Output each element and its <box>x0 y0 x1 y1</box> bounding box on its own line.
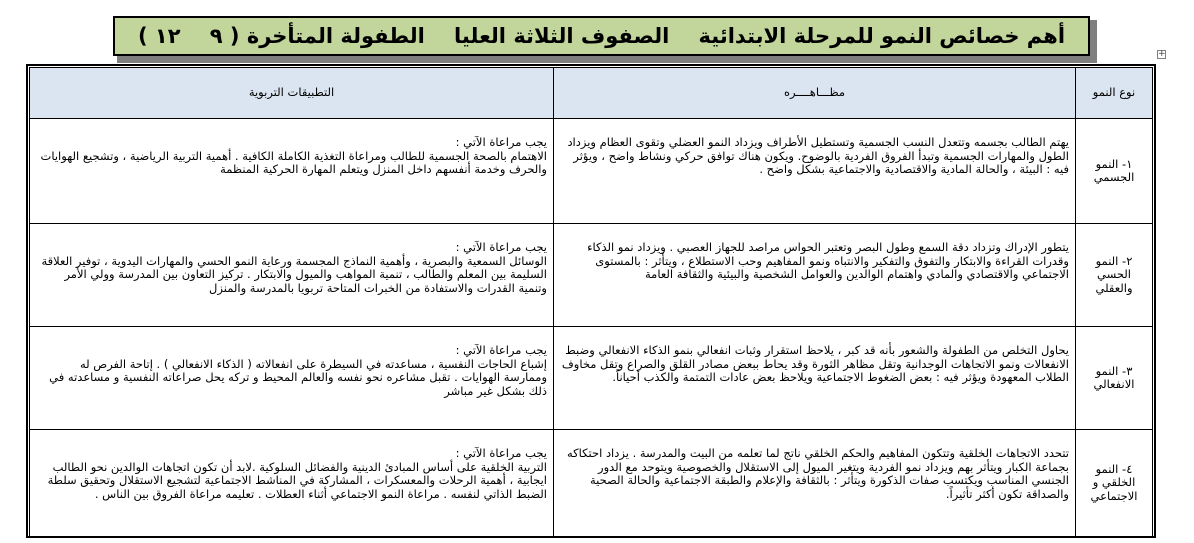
table-header-row <box>30 68 1153 119</box>
header-educational-applications: التطبيقات التربوية <box>30 68 554 119</box>
manifestations-text: يتطور الإدراك وتزداد دقة السمع وطول البصر وتعتبر الحواس مراصد للجهاز العصبي . ويزداد نمو الذكاء وقدرات القراءة والابتكار والتفوق والتفكير والانتباه ونمو المفاهيم وحب الاستطلاع ، ويتأثر : بالمستوى الاجتماعي والاقتصادي والمادي واهتمام الوالدين والعوامل الشخصية والبيئية والثقافة العامة <box>587 240 1069 281</box>
manifestations-text: تتحدد الاتجاهات الخلقية وتتكون المفاهيم والحكم الخلقي ناتج لما تعلمه من البيت والمدرسة . يزداد احتكاكه بجماعة الكبار ويتأثر بهم ويزداد نمو الفردية ويتغير الميول إلى الاستقلال والخصوصية ويتوحد مع الدور الجنسي المناسب ويكتسب صفات الذكورة ويتأثر : بالثقافة والإعلام والطبقة الاجتماعية والحالة الصحية والصداقة تكون أكثر تأثيراً. <box>567 446 1069 501</box>
growth-characteristics-table <box>29 67 1153 537</box>
applications-text: الوسائل السمعية والبصرية ، وأهمية النماذج المجسمة ورعاية النمو الحسي والمهارات اليدوية ، توفير العلاقة السليمة بين المعلم والطالب ، تنمية المواهب والميول والابتكار . تركيز التعاون بين المدرسة وولي الأمر وتنمية القدرات والاستفادة من الخبرات المتاحة تربويا بالمدرسة والمنزل <box>41 253 547 295</box>
growth-type-cell: ٣- النمو الانفعالي <box>1076 327 1153 430</box>
applications-lead: يجب مراعاة الآتي : <box>455 343 547 357</box>
manifestations-cell <box>554 119 1076 224</box>
growth-type-cell: ٢- النمو الحسي والعقلي <box>1076 224 1153 327</box>
move-cross-icon[interactable]: + <box>1158 49 1166 59</box>
header-growth-type: نوع النمو <box>1076 68 1153 119</box>
page-title: أهم خصائص النمو للمرحلة الابتدائية الصفوف الثلاثة العليا الطفولة المتأخرة ( ٩ ١٢ ) <box>137 24 1066 48</box>
header-manifestations: مظـــاهــــره <box>554 68 1076 119</box>
applications-cell <box>30 224 554 327</box>
manifestations-cell <box>554 327 1076 430</box>
table-row <box>30 327 1153 430</box>
applications-text: الاهتمام بالصحة الجسمية للطالب ومراعاة التغذية الكاملة الكافية . أهمية التربية الرياضية ، وتشجيع الهوايات والحرف وخدمة أنفسهم داخل المنزل ويتعلم المهارة الحركية المنظمة <box>40 148 547 176</box>
applications-lead: يجب مراعاة الآتي : <box>455 240 547 254</box>
applications-lead: يجب مراعاة الآتي : <box>455 446 547 460</box>
applications-cell <box>30 119 554 224</box>
manifestations-cell <box>554 430 1076 537</box>
title-banner <box>113 16 1090 56</box>
manifestations-text: يهتم الطالب بجسمه وتتعدل النسب الجسمية وتستطيل الأطراف ويزداد النمو العضلي وتقوى العظام ويزداد الطول والمهارات الجسمية وتبدأ الفروق الفردية بالوضوح. ويكون هناك توافق حركي ونشاط واضح ، ويؤثر فيه : البيئة ، والحالة المادية والاقتصادية والاجتماعية بشكل واضح . <box>567 135 1069 176</box>
applications-text: التربية الخلقية على أساس المبادئ الدينية والفضائل السلوكية .لابد أن تكون اتجاهات الوالدين نحو الطالب ايجابية ، أهمية الرحلات والمعسكرات ، المشاركة في المناشط الاجتماعية لتشجيع الاستقلال وتحقيق سلطة الضبط الذاتي لنفسه . مراعاة النمو الاجتماعي أثناء العطلات . تعليمه مراعاة الفروق بين الناس . <box>47 459 547 501</box>
manifestations-cell <box>554 224 1076 327</box>
table-row <box>30 119 1153 224</box>
applications-cell <box>30 430 554 537</box>
table-row <box>30 430 1153 537</box>
growth-type-cell: ١- النمو الجسمي <box>1076 119 1153 224</box>
manifestations-text: يحاول التخلص من الطفولة والشعور بأنه قد كبر ، يلاحظ استقرار وثبات انفعالي بنمو الذكاء الانفعالي وضبط الانفعالات ونمو الاتجاهات الوجدانية وتقل مظاهر الثورة وقد يحاط ببعض مصادر القلق والصراع وتقل مخاوف الطلاب المعهودة ويؤثر فيه : بعض الضغوط الاجتماعية ويلاحظ بعض عادات التمتمة والكذب أحياناً. <box>561 343 1069 384</box>
applications-cell <box>30 327 554 430</box>
growth-type-cell: ٤- النمو الخلقي و الاجتماعي <box>1076 430 1153 537</box>
applications-lead: يجب مراعاة الآتي : <box>455 135 547 149</box>
table-row <box>30 224 1153 327</box>
applications-text: إشباع الحاجات النفسية ، مساعدته في السيطرة على انفعالاته ( الذكاء الانفعالي ) . إتاحة الفرص له وممارسة الهوايات . تقبل مشاعره نحو نفسه والعالم المحيط و تركه يحل صراعاته النفسية و مساعدته في ذلك بشكل غير مباشر <box>49 356 547 398</box>
